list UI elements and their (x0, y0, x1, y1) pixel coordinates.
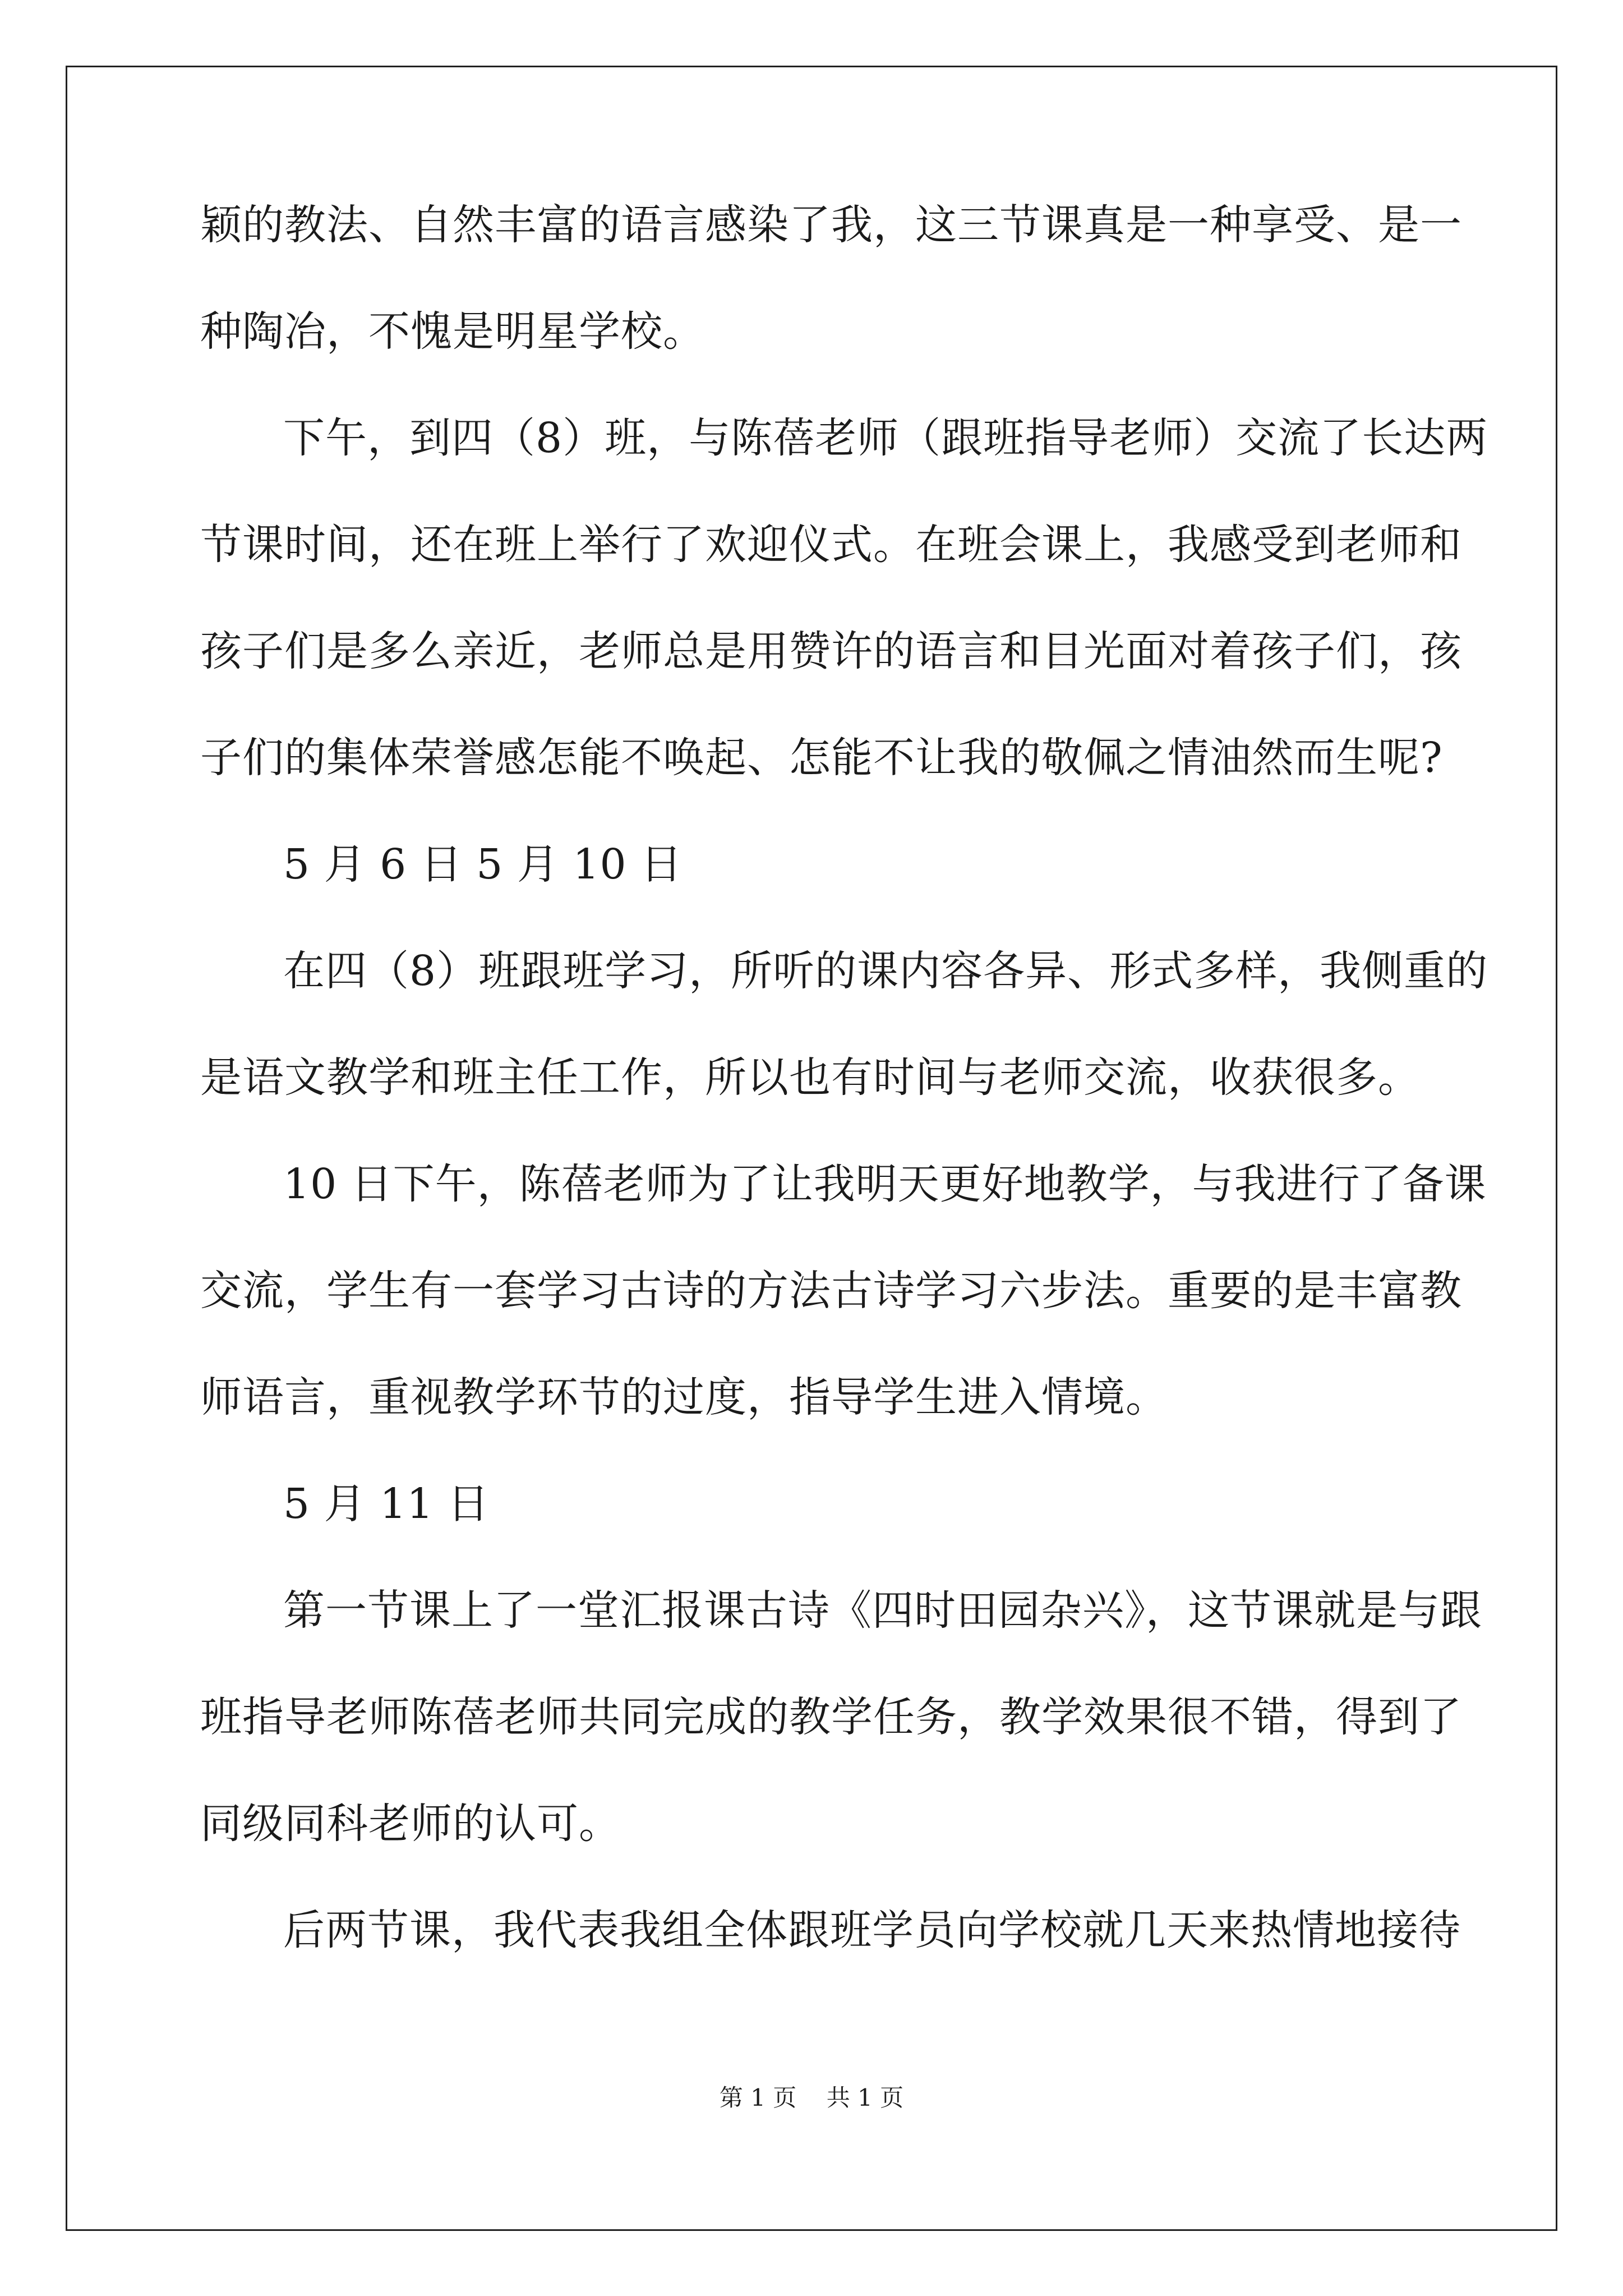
text-line: 同级同科老师的认可。 (200, 1800, 621, 1848)
text-line: 5 月 6 日 5 月 10 日 (283, 840, 683, 889)
text-line: 下午，到四（8）班，与陈蓓老师（跟班指导老师）交流了长达两 (283, 414, 1488, 462)
text-line: 5 月 11 日 (283, 1480, 490, 1528)
text-line: 师语言，重视教学环节的过度，指导学生进入情境。 (200, 1373, 1168, 1421)
text-line: 第一节课上了一堂汇报课古诗《四时田园杂兴》，这节课就是与跟 (283, 1586, 1482, 1635)
text-line: 班指导老师陈蓓老师共同完成的教学任务，教学效果很不错，得到了 (200, 1693, 1462, 1741)
page-number: 第 1 页 (719, 2084, 797, 2111)
page-total: 共 1 页 (826, 2084, 904, 2111)
text-line: 颖的教法、自然丰富的语言感染了我，这三节课真是一种享受、是一 (200, 201, 1462, 249)
text-line: 孩子们是多么亲近，老师总是用赞许的语言和目光面对着孩子们，孩 (200, 627, 1462, 675)
text-line: 是语文教学和班主任工作，所以也有时间与老师交流，收获很多。 (200, 1053, 1420, 1102)
text-line: 节课时间，还在班上举行了欢迎仪式。在班会课上，我感受到老师和 (200, 521, 1462, 569)
text-line: 后两节课，我代表我组全体跟班学员向学校就几天来热情地接待 (283, 1906, 1461, 1954)
document-body (200, 201, 1488, 2014)
text-line: 交流，学生有一套学习古诗的方法古诗学习六步法。重要的是丰富教 (200, 1267, 1462, 1315)
text-line: 种陶冶，不愧是明星学校。 (200, 307, 705, 356)
text-line: 10 日下午，陈蓓老师为了让我明天更好地教学，与我进行了备课 (283, 1160, 1487, 1208)
page-footer (0, 2084, 1623, 2112)
text-line: 子们的集体荣誉感怎能不唤起、怎能不让我的敬佩之情油然而生呢? (200, 734, 1443, 782)
text-line: 在四（8）班跟班学习，所听的课内容各异、形式多样，我侧重的 (283, 947, 1488, 995)
